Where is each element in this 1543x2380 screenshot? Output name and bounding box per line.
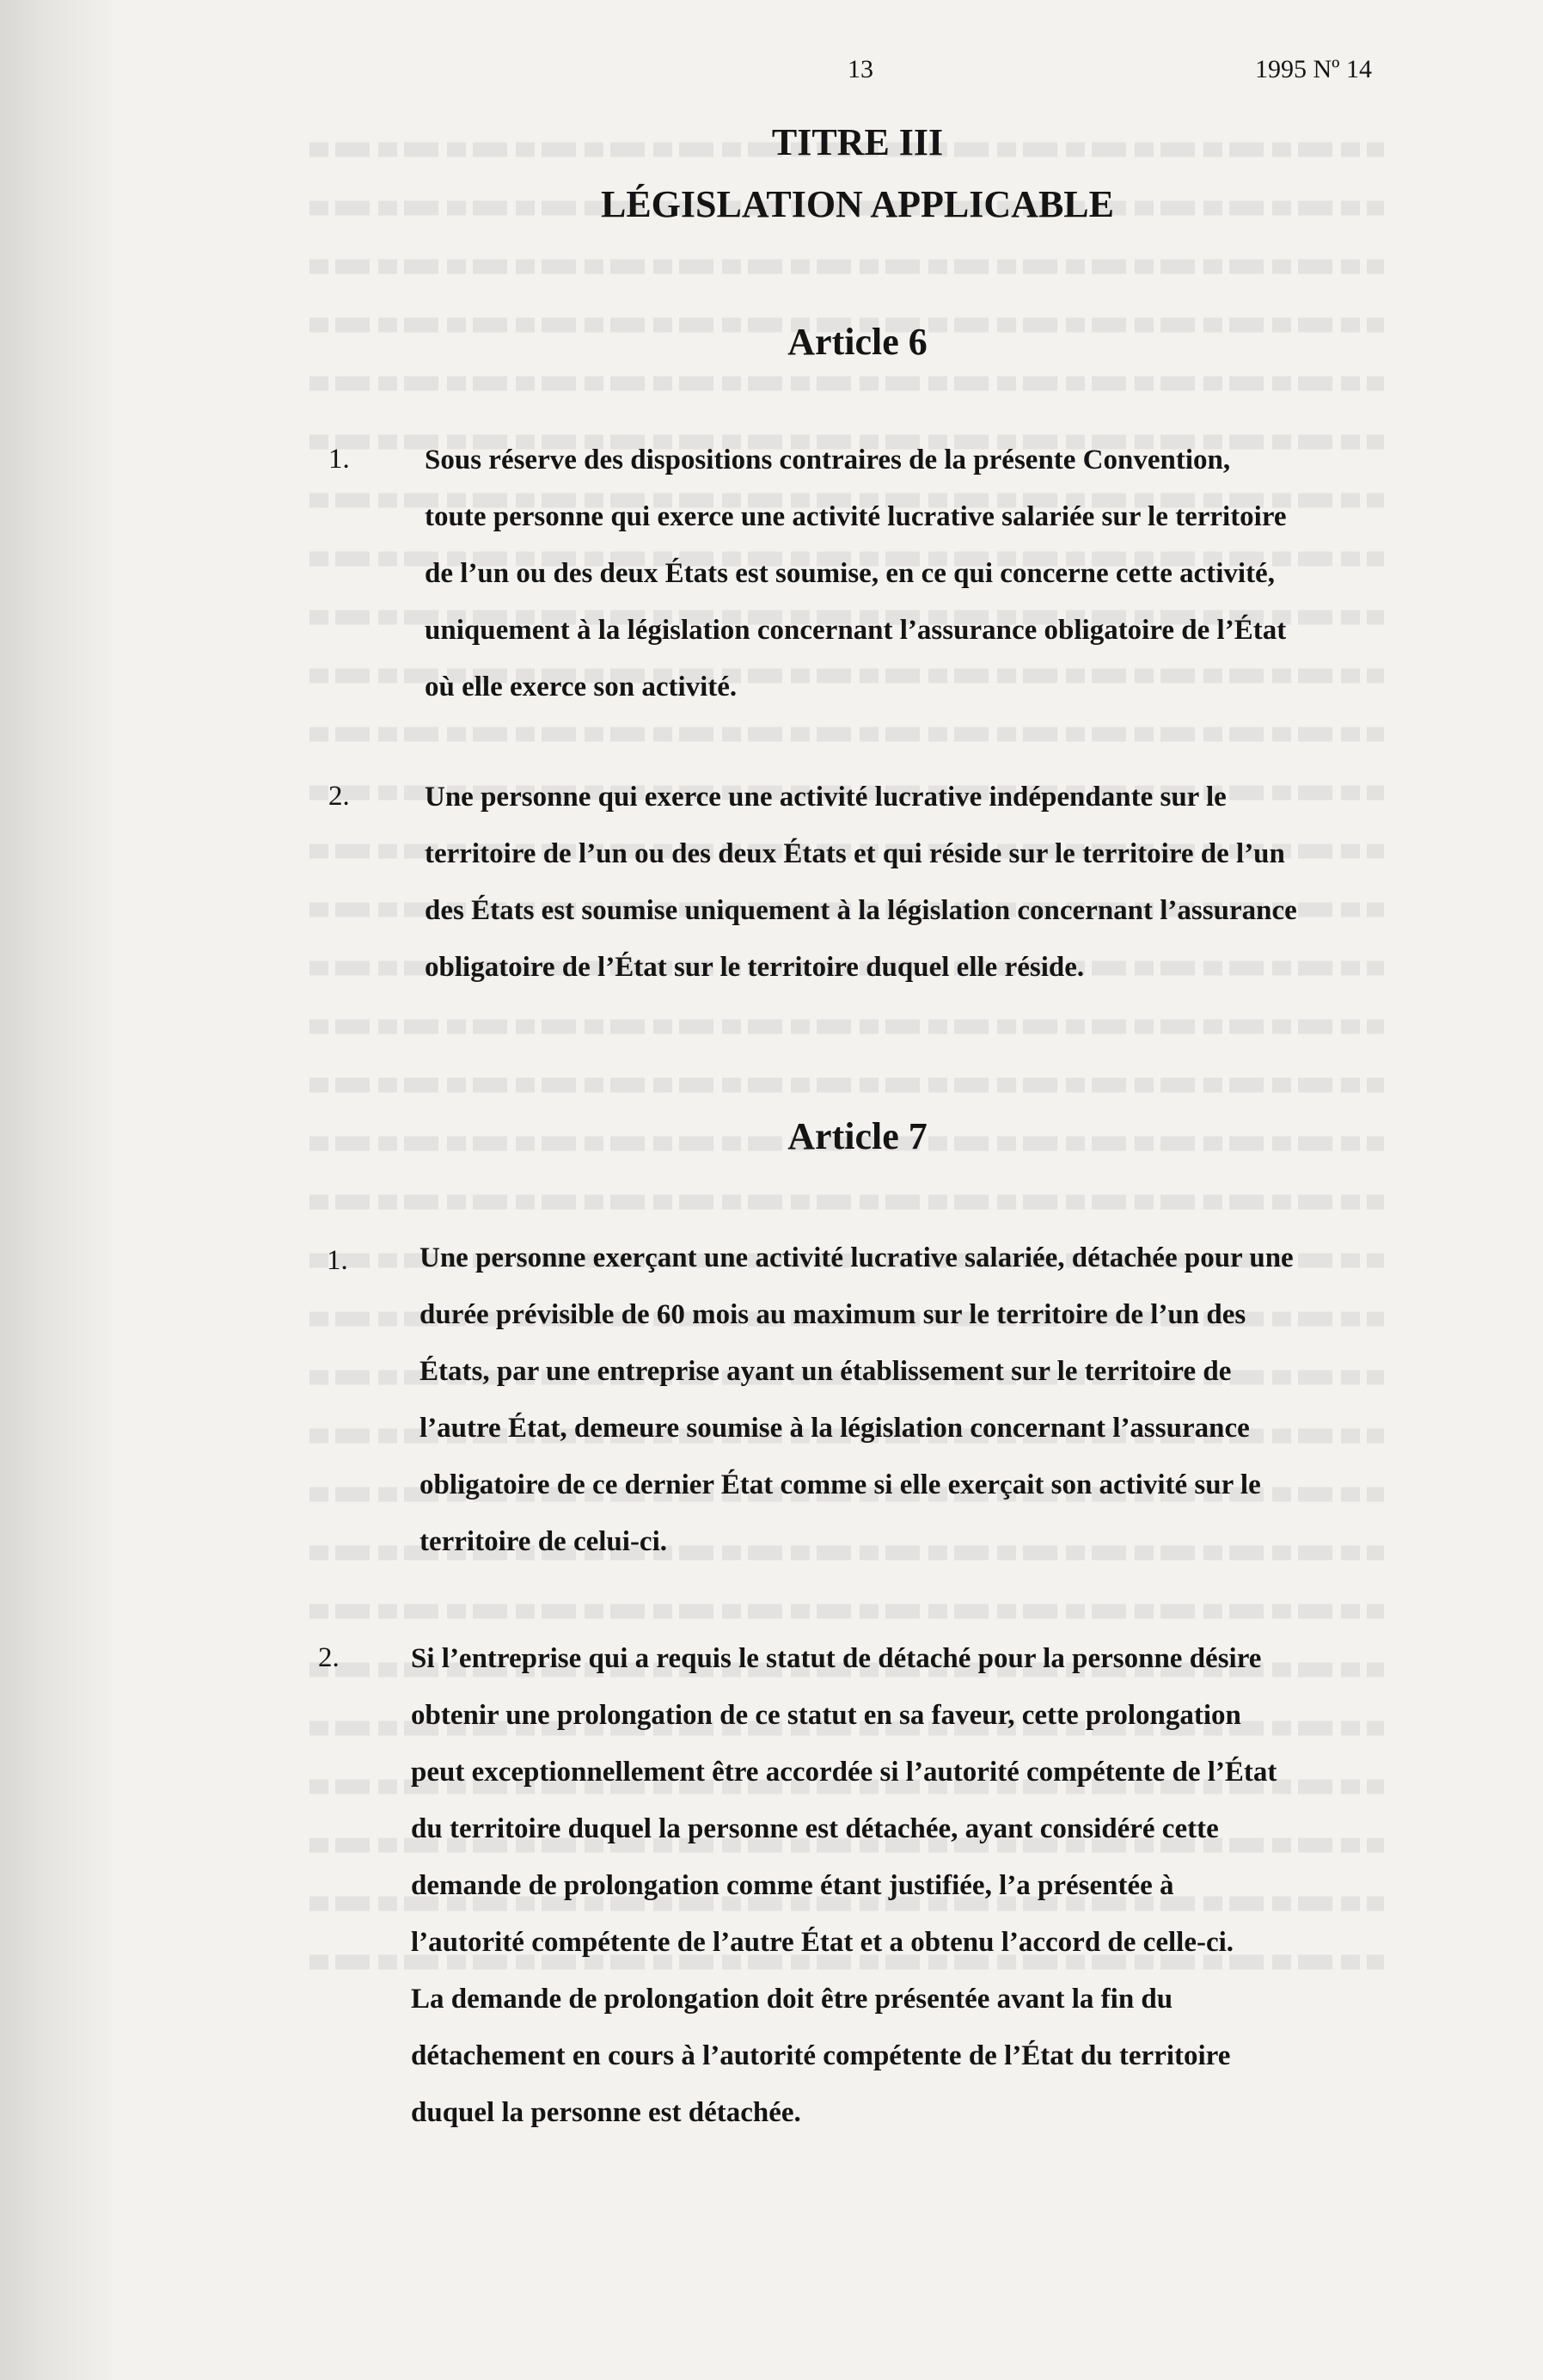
text-line: demande de prolongation comme étant justifiée, l’a présentée à: [411, 1870, 1174, 1901]
text-line: Sous réserve des dispositions contraires de la présente Convention,: [425, 445, 1231, 475]
text-line: obligatoire de l’État sur le territoire duquel elle réside.: [425, 952, 1085, 983]
title-part: TITRE III: [771, 121, 944, 163]
text-line: durée prévisible de 60 mois au maximum sur le territoire de l’un des: [419, 1299, 1246, 1330]
article-7-paragraph-1: [419, 1230, 1294, 1570]
article-6-paragraph-1: [425, 432, 1287, 715]
text-line: Si l’entreprise qui a requis le statut de détaché pour la personne désire: [411, 1643, 1262, 1674]
text-line: de l’un ou des deux États est soumise, en ce qui concerne cette activité,: [425, 558, 1275, 589]
text-line: Une personne qui exerce une activité lucrative indépendante sur le: [425, 782, 1227, 813]
text-line: toute personne qui exerce une activité lucrative salariée sur le territoire: [425, 501, 1287, 532]
article-6-paragraph-1-number: 1.: [328, 444, 350, 475]
text-line: obligatoire de ce dernier État comme si elle exerçait son activité sur le: [419, 1469, 1261, 1500]
document-reference: 1995 Nº 14: [1255, 55, 1372, 83]
text-line: obtenir une prolongation de ce statut en sa faveur, cette prolongation: [411, 1700, 1241, 1731]
article-7-paragraph-1-number: 1.: [327, 1245, 348, 1276]
text-line: du territoire duquel la personne est détachée, ayant considéré cette: [411, 1813, 1219, 1844]
article-7-heading: Article 7: [787, 1115, 928, 1157]
text-line: détachement en cours à l’autorité compétente de l’État du territoire: [411, 2040, 1231, 2071]
page-number: 13: [848, 55, 873, 83]
text-line: des États est soumise uniquement à la législation concernant l’assurance: [425, 895, 1297, 926]
title-heading: LÉGISLATION APPLICABLE: [600, 183, 1114, 225]
text-line: Une personne exerçant une activité lucrative salariée, détachée pour une: [419, 1242, 1294, 1273]
article-6-heading: Article 6: [787, 321, 928, 363]
text-line: l’autre État, demeure soumise à la législation concernant l’assurance: [419, 1413, 1250, 1444]
article-6-paragraph-2-number: 2.: [328, 781, 350, 812]
article-6-paragraph-2: [425, 769, 1297, 996]
text-line: duquel la personne est détachée.: [411, 2097, 801, 2128]
text-line: territoire de celui-ci.: [419, 1526, 667, 1557]
text-line: territoire de l’un ou des deux États et qui réside sur le territoire de l’un: [425, 838, 1285, 869]
text-line: l’autorité compétente de l’autre État et a obtenu l’accord de celle-ci.: [411, 1927, 1234, 1958]
article-7-paragraph-2-number: 2.: [318, 1642, 340, 1673]
text-line: uniquement à la législation concernant l’assurance obligatoire de l’État: [425, 615, 1287, 646]
text-line: États, par une entreprise ayant un établissement sur le territoire de: [419, 1356, 1232, 1387]
text-line: La demande de prolongation doit être présentée avant la fin du: [411, 1984, 1173, 2015]
text-line: peut exceptionnellement être accordée si l’autorité compétente de l’État: [411, 1757, 1277, 1788]
text-line: où elle exerce son activité.: [425, 672, 738, 702]
article-7-paragraph-2: [411, 1630, 1277, 2141]
